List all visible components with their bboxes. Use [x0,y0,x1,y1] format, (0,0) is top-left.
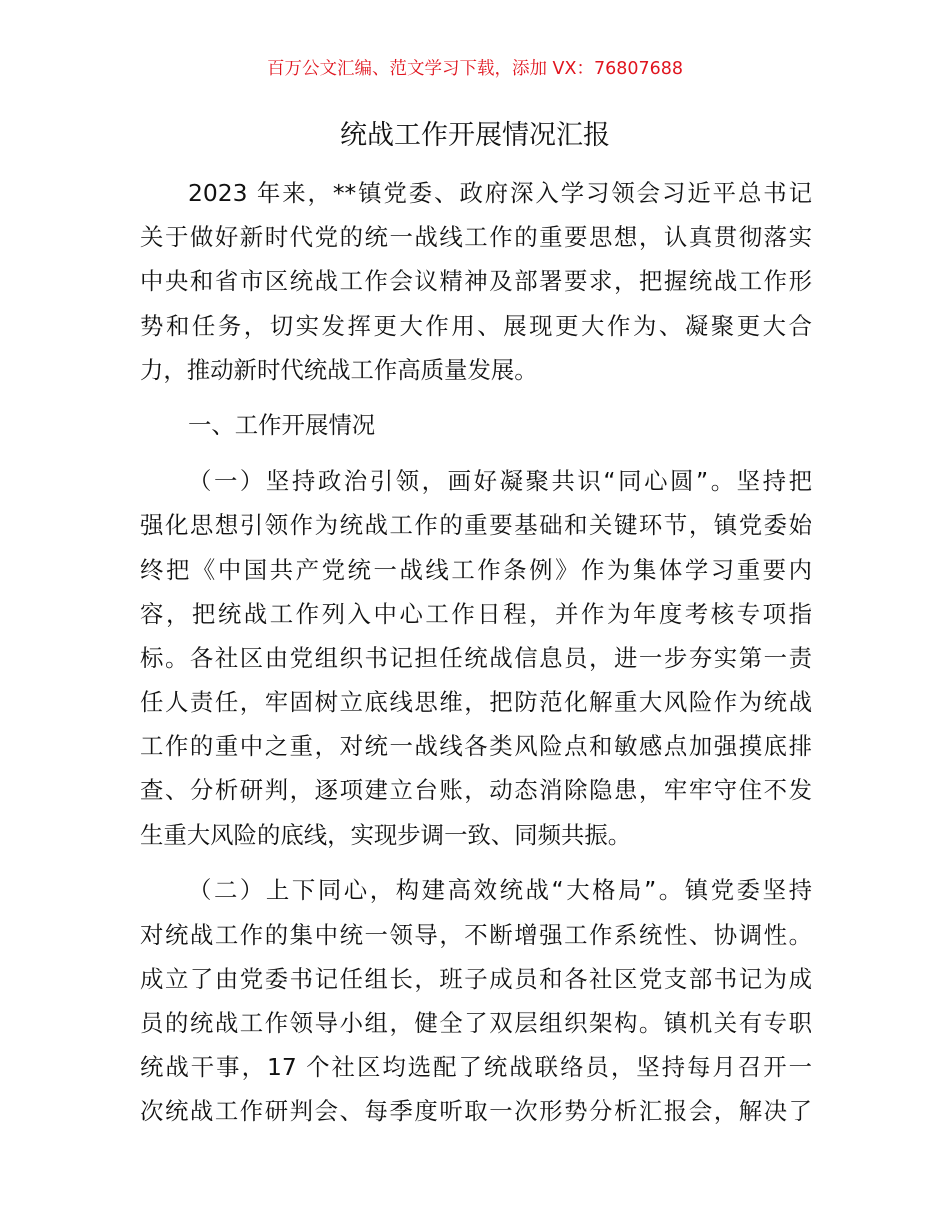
paragraph-line: 对统战工作的集中统一领导，不断增强工作系统性、协调性。 [140,920,812,949]
paragraph-line: 生重大风险的底线，实现步调一致、同频共振。 [140,820,632,849]
paragraph-line: 力，推动新时代统战工作高质量发展。 [140,355,538,384]
section-heading [140,403,812,447]
paragraph-line: 标。各社区由党组织书记担任统战信息员，进一步夯实第一责 [140,643,812,672]
paragraph-line: 2023 年来，**镇党委、政府深入学习领会习近平总书记 [188,179,812,207]
intro-paragraph [140,171,812,392]
subsection-1-paragraph [140,459,812,857]
document-body [140,171,812,1133]
document-title: 统战工作开展情况汇报 [340,120,610,151]
paragraph-line: 任人责任，牢固树立底线思维，把防范化解重大风险作为统战 [140,688,812,717]
paragraph-line: 统战干事，17 个社区均选配了统战联络员，坚持每月召开一 [140,1053,812,1082]
paragraph-line: 次统战工作研判会、每季度听取一次形势分析汇报会，解决了 [140,1097,812,1126]
paragraph-line: 势和任务，切实发挥更大作用、展现更大作为、凝聚更大合 [140,311,812,340]
paragraph-line: 工作的重中之重，对统一战线各类风险点和敏感点加强摸底排 [140,732,812,761]
heading-line: 一、工作开展情况 [188,411,376,440]
paragraph-line: （一）坚持政治引领，画好凝聚共识“同心圆”。坚持把 [188,467,812,496]
paragraph-line: 查、分析研判，逐项建立台账，动态消除隐患，牢牢守住不发 [140,776,812,805]
paragraph-line: 强化思想引领作为统战工作的重要基础和关键环节，镇党委始 [140,511,812,540]
paragraph-line: 关于做好新时代党的统一战线工作的重要思想，认真贯彻落实 [140,223,812,252]
paragraph-line: 终把《中国共产党统一战线工作条例》作为集体学习重要内 [140,555,812,584]
paragraph-line: 中央和省市区统战工作会议精神及部署要求，把握统战工作形 [140,267,812,296]
watermark-banner: 百万公文汇编、范文学习下载，添加 VX：76807688 [266,59,684,79]
paragraph-line: （二）上下同心，构建高效统战“大格局”。镇党委坚持 [188,876,812,905]
paragraph-line: 成立了由党委书记任组长，班子成员和各社区党支部书记为成 [140,964,812,993]
paragraph-line: 员的统战工作领导小组，健全了双层组织架构。镇机关有专职 [140,1008,812,1037]
paragraph-line: 容，把统战工作列入中心工作日程，并作为年度考核专项指 [140,599,812,628]
subsection-2-paragraph [140,868,812,1133]
